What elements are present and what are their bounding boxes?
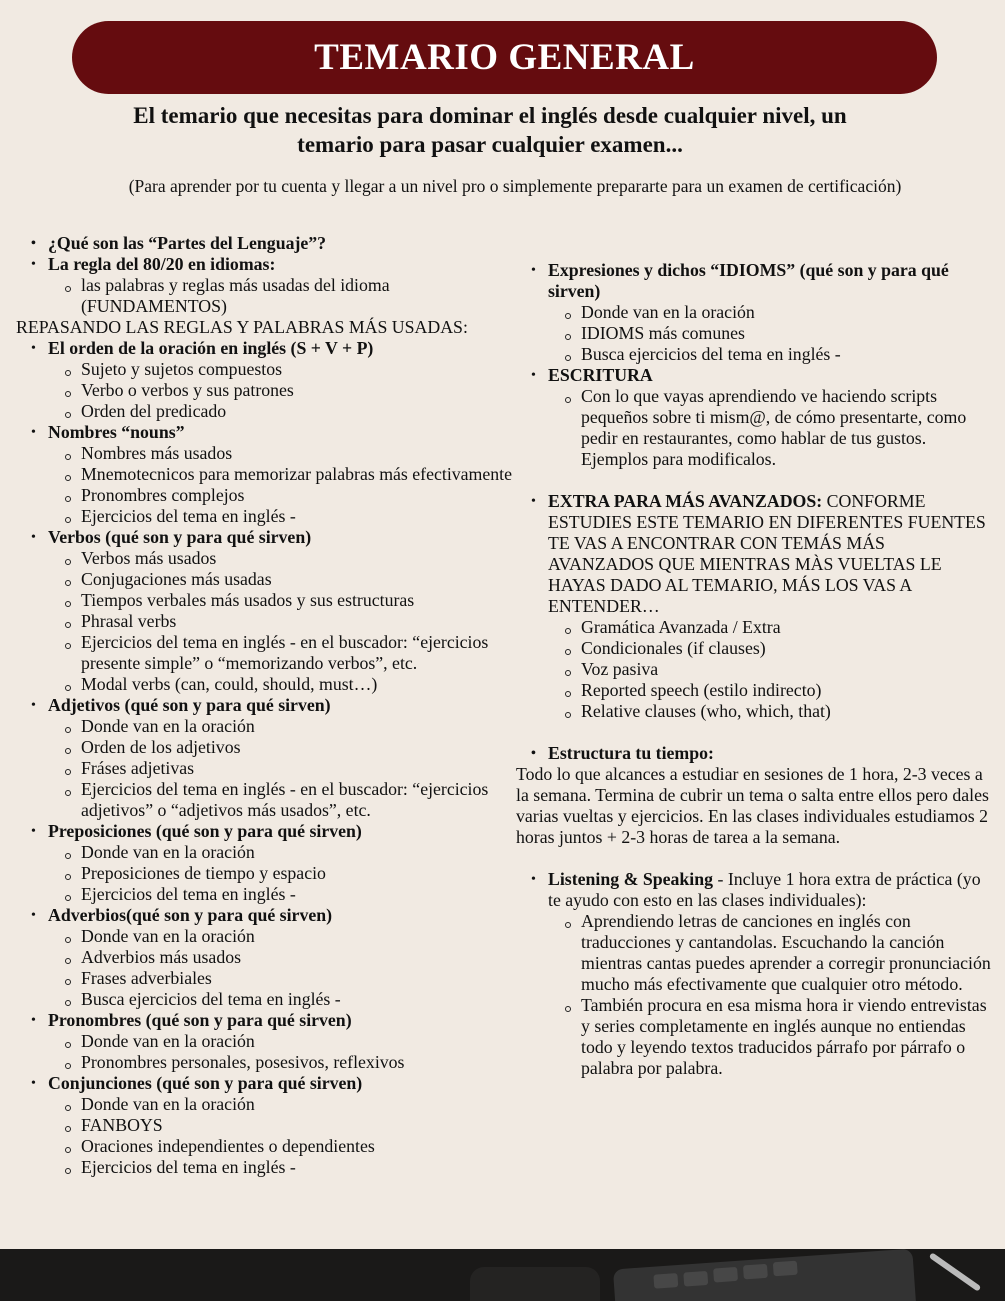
- subtopic-item: Condicionales (if clauses): [548, 638, 994, 659]
- title-banner: [72, 21, 937, 94]
- topic-estructura: • Estructura tu tiempo:: [516, 743, 994, 764]
- topic-title: Preposiciones (qué son y para qué sirven): [48, 821, 362, 841]
- footer-photo: [0, 1249, 1005, 1301]
- subtopic-item: FANBOYS: [48, 1115, 516, 1136]
- topic-title: EXTRA PARA MÁS AVANZADOS:: [548, 491, 823, 511]
- subtopic-item: Ejercicios del tema en inglés -: [48, 506, 516, 527]
- topic-section: [16, 695, 516, 821]
- topic-title: Nombres “nouns”: [48, 422, 185, 442]
- subtopic-list: [48, 1031, 516, 1073]
- subtopic-item: Donde van en la oración: [48, 926, 516, 947]
- subtopic-item: Orden de los adjetivos: [48, 737, 516, 758]
- topic-extra: [516, 491, 994, 722]
- subtopic-item: También procura en esa misma hora ir viendo entrevistas y series completamente en inglés aunque no entiendas todo y leyendo textos traducidos párrafo por párrafo o palabra por palabra.: [548, 995, 994, 1079]
- subtopic-item: Donde van en la oración: [48, 842, 516, 863]
- listening-text: - Incluye 1 hora extra de práctica (yo te ayudo con esto en las clases individuales):: [548, 869, 981, 910]
- subtopic-item: Relative clauses (who, which, that): [548, 701, 994, 722]
- subtopic-item: Verbo o verbos y sus patrones: [48, 380, 516, 401]
- subtopic-item: Gramática Avanzada / Extra: [548, 617, 994, 638]
- subtopic-item: Preposiciones de tiempo y espacio: [48, 863, 516, 884]
- subtopic-list: [48, 275, 516, 317]
- topic-section: [16, 422, 516, 527]
- topic-title: Adverbios(qué son y para qué sirven): [48, 905, 333, 925]
- subtopic-item: Modal verbs (can, could, should, must…): [48, 674, 516, 695]
- subtopic-list: [548, 911, 994, 1079]
- topic-regla: [16, 254, 516, 317]
- topic-section: [16, 527, 516, 695]
- repasando-heading: REPASANDO LAS REGLAS Y PALABRAS MÁS USADAS:: [16, 317, 468, 337]
- subtopic-item: Reported speech (estilo indirecto): [548, 680, 994, 701]
- intro-note: (Para aprender por tu cuenta y llegar a un nivel pro o simplemente prepararte para un examen de certificación): [128, 176, 902, 196]
- subtopic-list: [48, 443, 516, 527]
- subtopic-list: [548, 386, 994, 470]
- subtopic-item: Donde van en la oración: [548, 302, 994, 323]
- topic-expresiones: [516, 260, 994, 365]
- topic-title: Adjetivos (qué son y para qué sirven): [48, 695, 331, 715]
- subtopic-list: [548, 617, 994, 722]
- subtopic-item: Fráses adjetivas: [48, 758, 516, 779]
- topic-listening: [516, 869, 994, 1079]
- subtopic-list: [48, 716, 516, 821]
- subtopic-list: [548, 302, 994, 365]
- subtitle-line-1: El temario que necesitas para dominar el inglés desde cualquier nivel, un: [133, 103, 847, 128]
- subtopic-item: Ejercicios del tema en inglés - en el buscador: “ejercicios presente simple” o “memorizando verbos”, etc.: [48, 632, 516, 674]
- subtopic-item: Verbos más usados: [48, 548, 516, 569]
- subtopic-item: Con lo que vayas aprendiendo ve haciendo scripts pequeños sobre ti mism@, de cómo presentarte, como pedir en restaurantes, como hablar de tus gustos. Ejemplos para modificalos.: [548, 386, 994, 470]
- keyboard-image: [613, 1249, 917, 1301]
- subtopic-item: Oraciones independientes o dependientes: [48, 1136, 516, 1157]
- phone-image: [470, 1267, 600, 1301]
- sections-list: [16, 338, 516, 1178]
- pen-image: [929, 1252, 982, 1291]
- subtopic-item: Conjugaciones más usadas: [48, 569, 516, 590]
- left-column: [16, 233, 516, 1178]
- subtopic-item: Voz pasiva: [548, 659, 994, 680]
- subtopic-item: Adverbios más usados: [48, 947, 516, 968]
- estructura-text: Todo lo que alcances a estudiar en sesiones de 1 hora, 2-3 veces a la semana. Termina de cubrir un tema o salta entre ellos pero dales varias vueltas y ejercicios. En las clases individuales estudiamos 2 horas juntos + 2-3 horas de tarea a la semana.: [516, 764, 989, 847]
- subtopic-item: Donde van en la oración: [48, 1031, 516, 1052]
- subtopic-item: Ejercicios del tema en inglés - en el buscador: “ejercicios adjetivos” o “adjetivos más usados”, etc.: [48, 779, 516, 821]
- subtopic-item: Pronombres personales, posesivos, reflexivos: [48, 1052, 516, 1073]
- subtopic-list: [48, 548, 516, 695]
- extra-text: CONFORME ESTUDIES ESTE TEMARIO EN DIFERENTES FUENTES TE VAS A ENCONTRAR CON TEMÁS MÁS AVANZADOS QUE MIENTRAS MÀS VUELTAS LE HAYAS DADO AL TEMARIO, MÁS LOS VAS A ENTENDER…: [548, 491, 986, 616]
- topic-section: [16, 1073, 516, 1178]
- subtopic-item: Aprendiendo letras de canciones en inglés con traducciones y cantandolas. Escuchando la canción mientras cantas puedes aprender a corregir pronunciación mucho más efectivamente que cualquier otro método.: [548, 911, 994, 995]
- right-column: [516, 260, 994, 1079]
- subtopic-item: Mnemotecnicos para memorizar palabras más efectivamente: [48, 464, 516, 485]
- topic-title: Verbos (qué son y para qué sirven): [48, 527, 312, 547]
- subtopic-item: Busca ejercicios del tema en inglés -: [48, 989, 516, 1010]
- topic-section: [16, 338, 516, 422]
- topic-section: [16, 1010, 516, 1073]
- subtopic-item: Orden del predicado: [48, 401, 516, 422]
- subtopic-list: [48, 1094, 516, 1178]
- topic-partes: • ¿Qué son las “Partes del Lenguaje”?: [16, 233, 516, 254]
- topic-title: La regla del 80/20 en idiomas:: [48, 254, 276, 274]
- subtopic-item: Nombres más usados: [48, 443, 516, 464]
- subtopic-item: Sujeto y sujetos compuestos: [48, 359, 516, 380]
- subtopic-item: Donde van en la oración: [48, 716, 516, 737]
- topic-section: [16, 821, 516, 905]
- subtopic-item: Busca ejercicios del tema en inglés -: [548, 344, 994, 365]
- topic-escritura: [516, 365, 994, 470]
- subtopic-list: [48, 926, 516, 1010]
- subtopic-item: IDIOMS más comunes: [548, 323, 994, 344]
- topic-title: Expresiones y dichos “IDIOMS” (qué son y para qué sirven): [548, 260, 949, 301]
- subtopic-item: Ejercicios del tema en inglés -: [48, 1157, 516, 1178]
- subtopic-item: Tiempos verbales más usados y sus estructuras: [48, 590, 516, 611]
- subtopic-list: [48, 842, 516, 905]
- topic-title: Listening & Speaking: [548, 869, 714, 889]
- subtopic-item: Pronombres complejos: [48, 485, 516, 506]
- subtitle-line-2: temario para pasar cualquier examen...: [297, 132, 683, 157]
- subtopic-item: Ejercicios del tema en inglés -: [48, 884, 516, 905]
- subtitle: [0, 101, 980, 159]
- subtopic-item: Phrasal verbs: [48, 611, 516, 632]
- subtopic-item: las palabras y reglas más usadas del idioma (FUNDAMENTOS): [48, 275, 516, 317]
- topic-title: Conjunciones (qué son y para qué sirven): [48, 1073, 363, 1093]
- page-title: TEMARIO GENERAL: [314, 37, 695, 78]
- topic-title: Pronombres (qué son y para qué sirven): [48, 1010, 352, 1030]
- subtopic-item: Donde van en la oración: [48, 1094, 516, 1115]
- topic-title: ESCRITURA: [548, 365, 653, 385]
- subtopic-item: Frases adverbiales: [48, 968, 516, 989]
- topic-section: [16, 905, 516, 1010]
- topic-title: El orden de la oración en inglés (S + V + P): [48, 338, 374, 358]
- subtopic-list: [48, 359, 516, 422]
